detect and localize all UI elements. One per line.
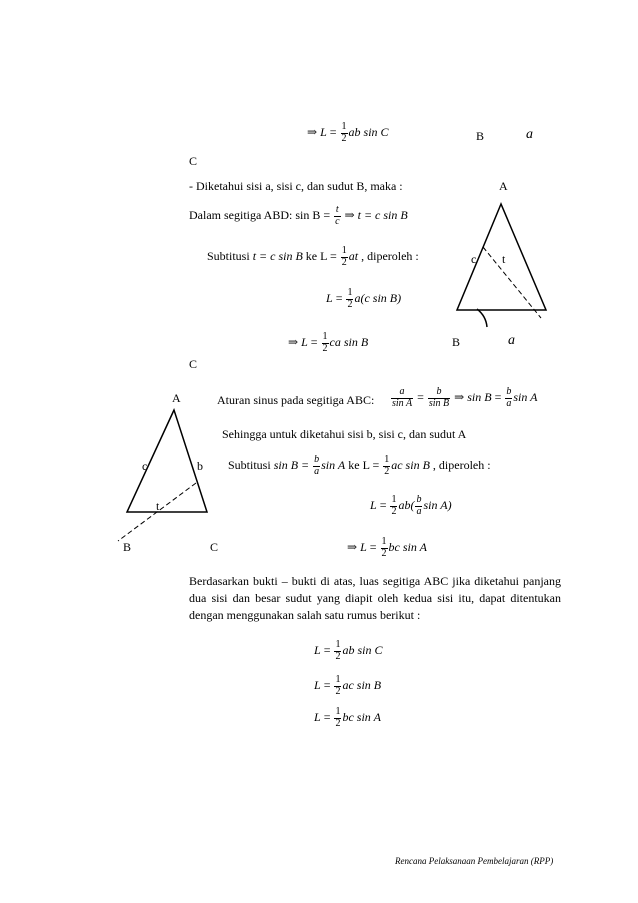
page-footer: Rencana Pelaksanaan Pembelajaran (RPP): [395, 856, 554, 866]
triangle2: [118, 410, 207, 541]
section2-step1: L = $\frac{1}{2}$ ab( $\frac{b}{a}$ sin A): [370, 494, 452, 517]
section1-step2: ⇒ L = $\frac{1}{2}$ ca sin B: [288, 331, 369, 354]
triangle1-label-c: c: [471, 252, 477, 266]
area-formula-top: ⇒ L = $\frac{1}{2}$ ab sin C: [307, 121, 389, 144]
triangle1-label-B: B: [452, 335, 461, 349]
section2-step2: ⇒ L = $\frac{1}{2}$ bc sin A: [347, 536, 427, 559]
final-formula-1: L = $\frac{1}{2}$ ab sin C: [314, 639, 383, 662]
triangle1-label-a: a: [508, 333, 515, 348]
triangle2-label-c: c: [142, 459, 148, 473]
substitution-2: Subtitusi sin B = $\frac{b}{a}$ sin A ke L = $\frac{1}{2}$ ac sin B , diperoleh :: [228, 454, 491, 477]
final-formula-3: L = $\frac{1}{2}$ bc sin A: [314, 706, 381, 729]
label-side-a-top: a: [526, 127, 533, 142]
sehingga-text: Sehingga untuk diketahui sisi b, sisi c, dan sudut A: [222, 427, 467, 441]
sine-rule-equation: $\frac{a}{\text{sin A}}$ = $\frac{b}{\text{sin B}}$ ⇒ sin B = $\frac{b}{a}$ sin A: [392, 386, 538, 409]
section1-step1: L = $\frac{1}{2}$ a(c sin B): [326, 287, 402, 310]
triangle1-label-A: A: [499, 179, 508, 193]
triangle2-label-C: C: [210, 540, 219, 554]
substitution-1: Subtitusi t = c sin B ke L = $\frac{1}{2}$ at , diperoleh :: [207, 245, 419, 268]
final-formula-2: L = $\frac{1}{2}$ ac sin B: [314, 674, 382, 697]
label-vertex-C-section1: C: [189, 357, 198, 371]
abd-equation: Dalam segitiga ABD: sin B = $\frac{t}{c}$ ⇒ t = c sin B: [189, 204, 408, 227]
triangle2-label-t: t: [156, 499, 160, 513]
triangle1-angle-arc: [477, 309, 487, 327]
section1-intro: - Diketahui sisi a, sisi c, dan sudut B, maka :: [189, 179, 403, 193]
triangle1: [457, 204, 546, 327]
triangle2-label-b: b: [197, 459, 203, 473]
conclusion-paragraph: Berdasarkan bukti – bukti di atas, luas segitiga ABC jika diketahui panjang dua sisi dan besar sudut yang diapit oleh kedua sisi itu, dapat ditentukan dengan menggunakan salah satu rumus berikut :: [189, 574, 561, 622]
triangle2-label-B: B: [123, 540, 132, 554]
label-vertex-C-top: C: [189, 154, 198, 168]
label-vertex-B-top: B: [476, 129, 485, 143]
sine-rule-text: Aturan sinus pada segitiga ABC:: [217, 393, 375, 407]
triangle2-label-A: A: [172, 391, 181, 405]
triangle1-height-line: [483, 247, 541, 318]
triangle1-label-t: t: [502, 252, 506, 266]
